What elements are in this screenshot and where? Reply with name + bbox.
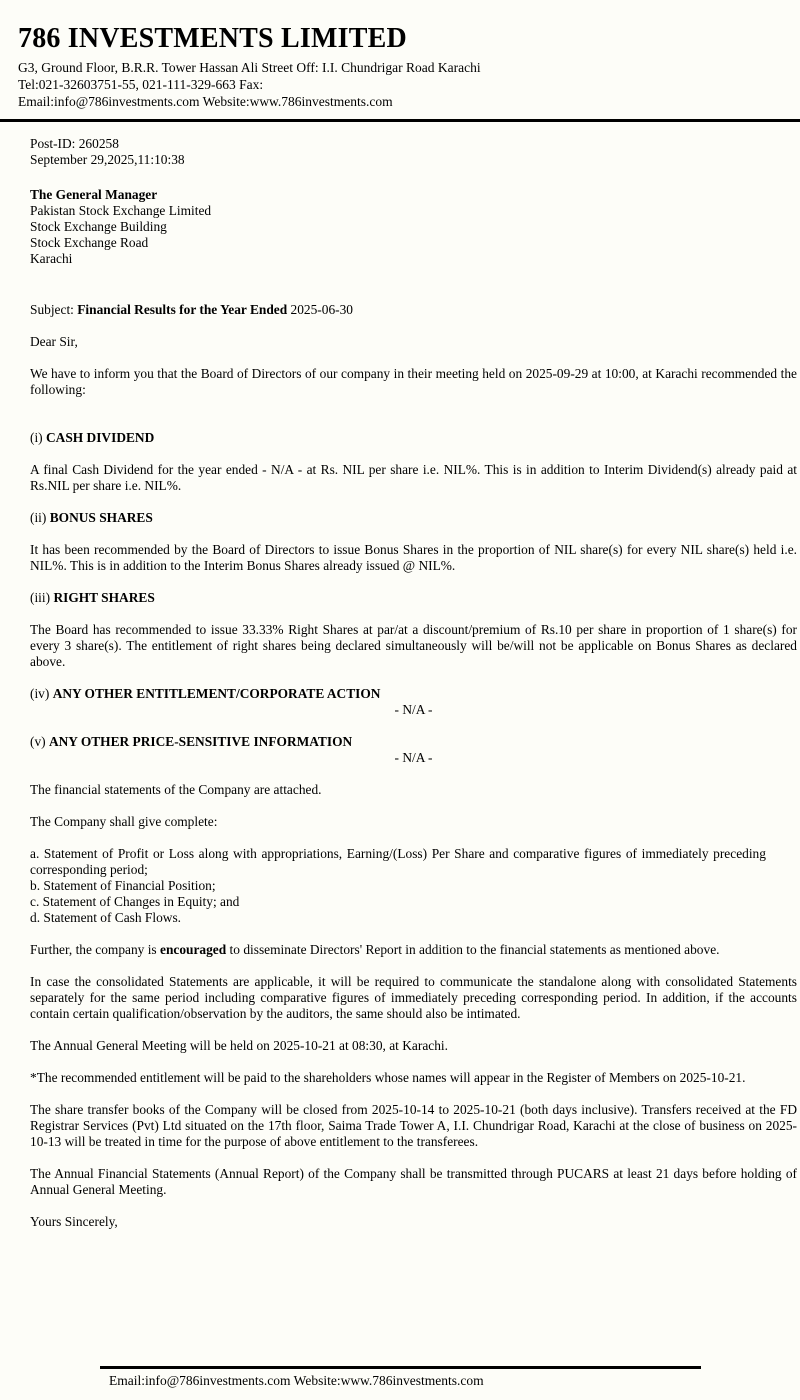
section-title: CASH DIVIDEND [46, 430, 155, 445]
section-title: RIGHT SHARES [53, 590, 155, 605]
entitlement-paragraph: *The recommended entitlement will be paid to the shareholders whose names will appear in the Register of Members on 2025-10-21. [30, 1070, 746, 1085]
statements-attached-paragraph: The financial statements of the Company are attached. [30, 782, 322, 797]
section-na-other-entitlement: - N/A - [394, 702, 433, 717]
page-footer [100, 1366, 701, 1389]
list-item-c: c. Statement of Changes in Equity; and [30, 894, 240, 909]
post-datetime: September 29,2025,11:10:38 [30, 152, 185, 167]
recipient-title: The General Manager [30, 187, 158, 202]
section-body-bonus-shares: It has been recommended by the Board of Directors to issue Bonus Shares in the proportion of NIL share(s) for every NIL share(s) held i.e. NIL%. This is in addition to the Interim Bonus Shares already issued @ NIL%. [30, 542, 797, 573]
statements-list [30, 846, 797, 926]
list-item-b: b. Statement of Financial Position; [30, 878, 216, 893]
section-number: (ii) [30, 510, 50, 525]
section-body-cash-dividend: A final Cash Dividend for the year ended - N/A - at Rs. NIL per share i.e. NIL%. This is in addition to Interim Dividend(s) already paid at Rs.NIL per share i.e. NIL%. [30, 462, 797, 493]
section-body-right-shares: The Board has recommended to issue 33.33% Right Shares at par/at a discount/premium of Rs.10 per share in proportion of 1 share(s) for every 3 share(s). The entitlement of right shares being declared simultaneously will be/will not be applicable on Bonus Shares as declared above. [30, 622, 797, 669]
section-title: ANY OTHER PRICE-SENSITIVE INFORMATION [48, 734, 353, 749]
section-number: (i) [30, 430, 46, 445]
section-heading-price-sensitive [30, 734, 797, 750]
further-encouraged: encouraged [160, 942, 227, 957]
list-item-a: a. Statement of Profit or Loss along with appropriations, Earning/(Loss) Per Share and comparative figures of immediately preceding corresponding period; [30, 846, 797, 877]
consolidated-paragraph: In case the consolidated Statements are applicable, it will be required to communicate the standalone along with consolidated Statements separately for the same period including comparative figures of immediately preceding corresponding period. In addition, if the accounts contain certain qualification/observation by the auditors, the same should also be intimated. [30, 974, 797, 1021]
further-prefix: Further, the company is [30, 942, 160, 957]
section-heading-cash-dividend [30, 430, 797, 446]
company-address: G3, Ground Floor, B.R.R. Tower Hassan Ali Street Off: I.I. Chundrigar Road Karachi [18, 60, 481, 75]
letterhead [0, 0, 800, 110]
section-na-price-sensitive: - N/A - [394, 750, 433, 765]
section-number: (iii) [30, 590, 54, 605]
transfer-books-paragraph: The share transfer books of the Company will be closed from 2025-10-14 to 2025-10-21 (both days inclusive). Transfers received at the FD Registrar Services (Pvt) Ltd situated on the 17th floor, Saima Trade Tower A, I.I. Chundrigar Road, Karachi at the close of business on 2025-10-13 will be treated in time for the purpose of above entitlement to the transferees. [30, 1102, 797, 1149]
company-phone-fax: Tel:021-32603751-55, 021-111-329-663 Fax: [18, 77, 264, 92]
section-heading-right-shares [30, 590, 797, 606]
section-heading-bonus-shares [30, 510, 797, 526]
company-shall-give-paragraph: The Company shall give complete: [30, 814, 218, 829]
section-title: BONUS SHARES [49, 510, 153, 525]
recipient-line-road: Stock Exchange Road [30, 235, 149, 250]
further-paragraph [30, 942, 797, 958]
company-email-website: Email:info@786investments.com Website:www.786investments.com [18, 94, 393, 109]
recipient-address-block [30, 187, 797, 267]
recipient-line-company: Pakistan Stock Exchange Limited [30, 203, 212, 218]
subject-title: Financial Results for the Year Ended [77, 302, 288, 317]
section-number: (iv) [30, 686, 53, 701]
annual-report-paragraph: The Annual Financial Statements (Annual Report) of the Company shall be transmitted through PUCARS at least 21 days before holding of Annual General Meeting. [30, 1166, 797, 1197]
header-divider-rule [0, 119, 800, 122]
subject-line [30, 302, 797, 318]
list-item-d: d. Statement of Cash Flows. [30, 910, 182, 925]
company-name: 786 INVESTMENTS LIMITED [18, 23, 407, 54]
recipient-line-city: Karachi [30, 251, 73, 266]
footer-contact: Email:info@786investments.com Website:www.786investments.com [109, 1373, 484, 1388]
salutation: Dear Sir, [30, 334, 78, 349]
post-meta [30, 136, 797, 168]
letterhead-contact-block [18, 59, 800, 110]
section-title: ANY OTHER ENTITLEMENT/CORPORATE ACTION [52, 686, 381, 701]
subject-date: 2025-06-30 [287, 302, 353, 317]
recipient-line-building: Stock Exchange Building [30, 219, 167, 234]
post-id: Post-ID: 260258 [30, 136, 119, 151]
agm-paragraph: The Annual General Meeting will be held on 2025-10-21 at 08:30, at Karachi. [30, 1038, 448, 1053]
section-number: (v) [30, 734, 49, 749]
section-heading-other-entitlement [30, 686, 797, 702]
subject-prefix: Subject: [30, 302, 78, 317]
letter-body [30, 136, 797, 1230]
intro-paragraph: We have to inform you that the Board of Directors of our company in their meeting held on 2025-09-29 at 10:00, at Karachi recommended the following: [30, 366, 797, 397]
closing-salutation: Yours Sincerely, [30, 1214, 118, 1229]
further-suffix: to disseminate Directors' Report in addition to the financial statements as mentioned above. [226, 942, 720, 957]
